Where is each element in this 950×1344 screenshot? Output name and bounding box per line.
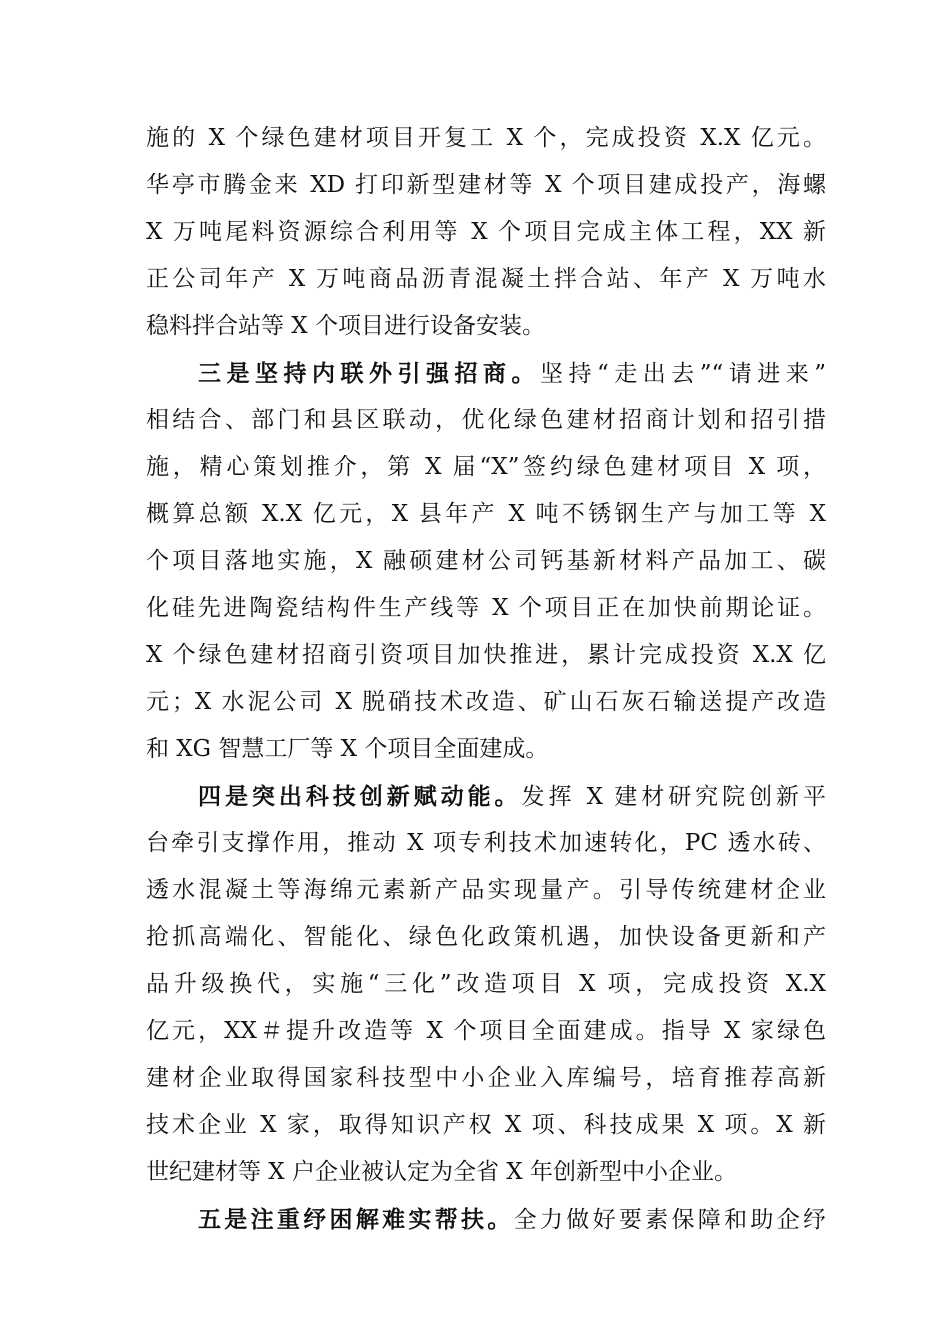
para2-line-3: 施，精心策划推介，第 X 届“X”签约绿色建材项目 X 项， [146,454,826,480]
para1-line-4: 正公司年产 X 万吨商品沥青混凝土拌合站、年产 X 万吨水 [146,266,826,292]
para2-line-7: X 个绿色建材招商引资项目加快推进，累计完成投资 X.X 亿 [146,642,826,668]
para3-first-rest: 发挥 X 建材研究院创新平 [521,784,827,810]
para2-heading: 三是坚持内联外引强招商。 [198,360,540,387]
para3-line-4: 抢抓高端化、智能化、绿色化政策机遇，加快设备更新和产 [146,924,826,950]
para2-first-rest: 坚持“走出去”“请进来” [539,361,826,387]
para3-line-6: 亿元，XX＃提升改造等 X 个项目全面建成。指导 X 家绿色 [146,1018,826,1044]
para2-line-6: 化硅先进陶瓷结构件生产线等 X 个项目正在加快前期论证。 [146,595,826,621]
para1-line-2: 华亭市腾金来 XD 打印新型建材等 X 个项目建成投产，海螺 [146,172,826,198]
para3-line-1 [146,773,826,820]
para3-line-7: 建材企业取得国家科技型中小企业入库编号，培育推荐高新 [146,1065,826,1091]
para3-line-2: 台牵引支撑作用，推动 X 项专利技术加速转化，PC 透水砖、 [146,830,826,856]
para4-first-rest: 全力做好要素保障和助企纾 [513,1207,827,1233]
para2-line-2: 相结合、部门和县区联动，优化绿色建材招商计划和招引措 [146,407,826,433]
para2-line-8: 元；X 水泥公司 X 脱硝技术改造、矿山石灰石输送提产改造 [146,689,826,715]
para1-line-3: X 万吨尾料资源综合利用等 X 个项目完成主体工程，XX 新 [146,219,826,245]
para3-line-9: 世纪建材等 X 户企业被认定为全省 X 年创新型中小企业。 [146,1159,737,1185]
document-body [146,115,826,1243]
para3-line-8: 技术企业 X 家，取得知识产权 X 项、科技成果 X 项。X 新 [146,1112,826,1138]
para4-line-1 [146,1196,826,1243]
para2-line-4: 概算总额 X.X 亿元，X 县年产 X 吨不锈钢生产与加工等 X [146,501,826,527]
para2-line-5: 个项目落地实施，X 融硕建材公司钙基新材料产品加工、碳 [146,548,826,574]
para1-line-5: 稳料拌合站等 X 个项目进行设备安装。 [146,313,545,339]
para3-line-5: 品升级换代，实施“三化”改造项目 X 项，完成投资 X.X [146,971,826,997]
para3-heading: 四是突出科技创新赋动能。 [198,783,522,810]
para3-line-3: 透水混凝土等海绵元素新产品实现量产。引导传统建材企业 [146,877,826,903]
para4-heading: 五是注重纾困解难实帮扶。 [198,1206,514,1233]
para1-line-1: 施的 X 个绿色建材项目开复工 X 个，完成投资 X.X 亿元。 [146,125,826,151]
para2-line-9: 和 XG 智慧工厂等 X 个项目全面建成。 [146,736,549,762]
para2-line-1 [146,350,826,397]
